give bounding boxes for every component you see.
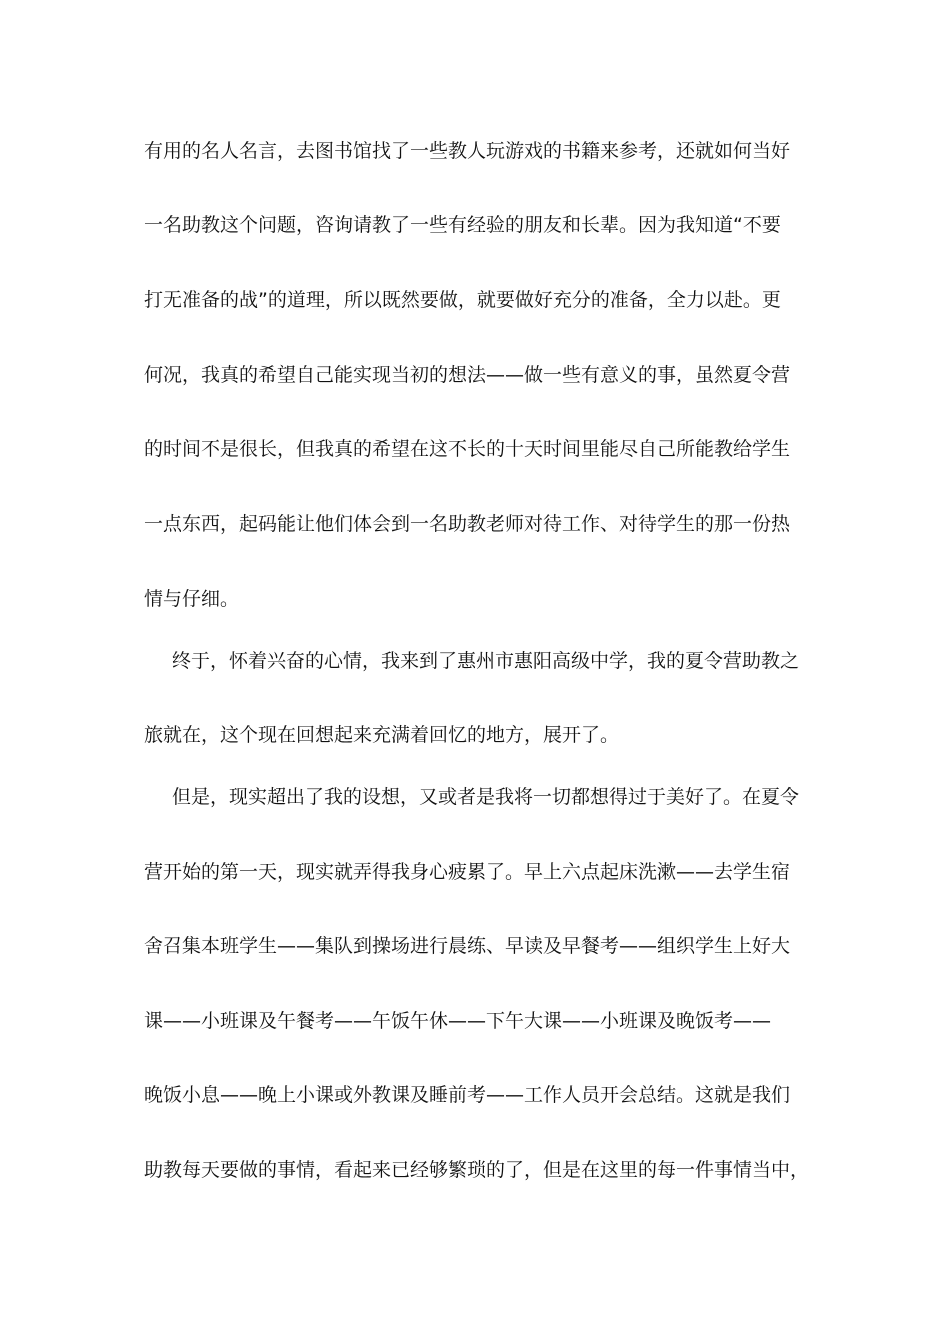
paragraph-2-line-2: 旅就在，这个现在回想起来充满着回忆的地方，展开了。 bbox=[144, 724, 620, 746]
paragraph-3-line-2: 营开始的第一天，现实就弄得我身心疲累了。早上六点起床洗漱——去学生宿 bbox=[144, 861, 791, 883]
paragraph-1-line-6: 一点东西，起码能让他们体会到一名助教老师对待工作、对待学生的那一份热 bbox=[144, 513, 791, 535]
paragraph-3-line-1: 但是，现实超出了我的设想，又或者是我将一切都想得过于美好了。在夏令 bbox=[172, 786, 800, 808]
paragraph-3-line-4: 课——小班课及午餐考——午饭午休——下午大课——小班课及晚饭考—— bbox=[144, 1010, 772, 1032]
paragraph-3-line-5: 晚饭小息——晚上小课或外教课及睡前考——工作人员开会总结。这就是我们 bbox=[144, 1084, 791, 1106]
paragraph-1-line-3: 打无准备的战”的道理，所以既然要做，就要做好充分的准备，全力以赴。更 bbox=[144, 289, 781, 311]
paragraph-1-line-7: 情与仔细。 bbox=[144, 588, 240, 610]
paragraph-3-line-3: 舍召集本班学生——集队到操场进行晨练、早读及早餐考——组织学生上好大 bbox=[144, 935, 791, 957]
paragraph-2-line-1: 终于，怀着兴奋的心情，我来到了惠州市惠阳高级中学，我的夏令营助教之 bbox=[172, 650, 800, 672]
paragraph-1-line-5: 的时间不是很长，但我真的希望在这不长的十天时间里能尽自己所能教给学生 bbox=[144, 438, 791, 460]
paragraph-3-line-6: 助教每天要做的事情，看起来已经够繁琐的了，但是在这里的每一件事情当中， bbox=[144, 1159, 810, 1181]
paragraph-1-line-4: 何况，我真的希望自己能实现当初的想法——做一些有意义的事，虽然夏令营 bbox=[144, 364, 791, 386]
paragraph-1-line-2: 一名助教这个问题，咨询请教了一些有经验的朋友和长辈。因为我知道“不要 bbox=[144, 214, 781, 236]
paragraph-1-line-1: 有用的名人名言，去图书馆找了一些教人玩游戏的书籍来参考，还就如何当好 bbox=[144, 140, 791, 162]
